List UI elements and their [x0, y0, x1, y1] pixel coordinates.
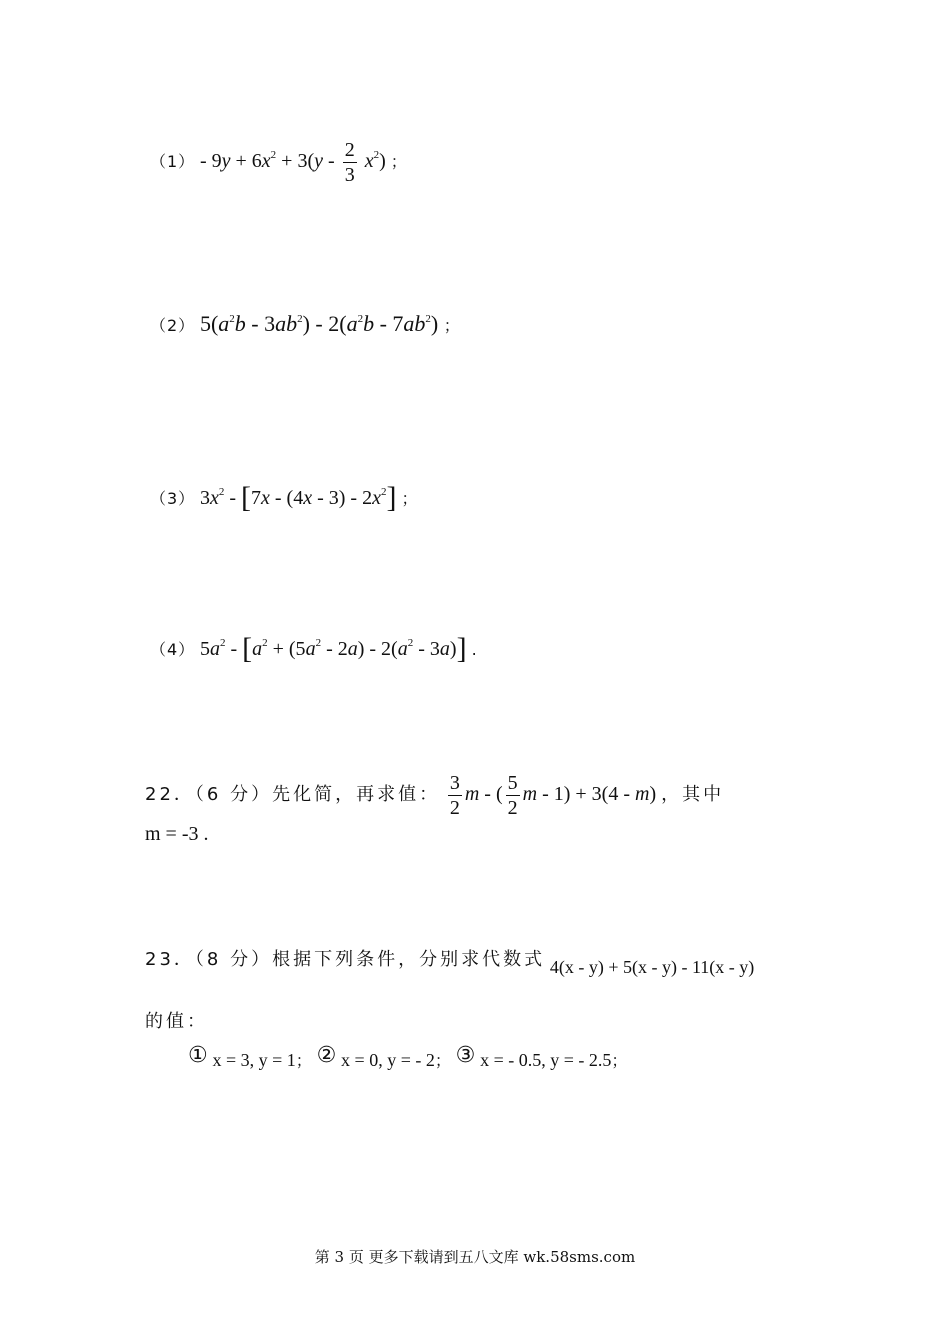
circled-two: ②: [316, 1043, 337, 1068]
semicolon: ；: [443, 316, 460, 335]
q23-score: （8 分）: [194, 949, 273, 970]
fraction-five-halves: $\frac{5}{2}$: [507, 772, 518, 819]
semicolon: ；: [611, 1051, 628, 1070]
fraction-two-thirds: $\frac{2}{3}$: [344, 139, 355, 186]
q21-part-3: [150, 481, 418, 515]
part-4-expression: $5a^2 - [a^2 + (5a^2 - 2a) - 2(a^2 - 3a)]$: [199, 632, 467, 665]
period: .: [471, 640, 477, 659]
q22: [145, 773, 724, 818]
q22-expression: $\frac{3}{2}$ m - ( $\frac{5}{2}$ m - 1) + 3(4 - m): [449, 772, 662, 819]
q23-text2: 的值：: [145, 1011, 208, 1032]
condition-2: x = 0, y = - 2: [341, 1050, 435, 1070]
q23-conditions: [188, 1043, 627, 1072]
q22-number: 22．: [145, 784, 195, 806]
semicolon: ；: [401, 489, 418, 508]
circled-one: ①: [188, 1043, 208, 1068]
part-1-label: （1）: [150, 152, 196, 172]
part-2-label: （2）: [150, 316, 196, 335]
q21-part-2: [150, 311, 460, 337]
semicolon: ；: [434, 1051, 451, 1070]
part-1-expression: - $9y + 6x^2 + 3(y$ - $\frac{2}{3}$ $x^2$): [199, 139, 391, 186]
q22-condition: m = -3 .: [145, 823, 209, 845]
part-3-expression: $3x^2 - [7x - (4x - 3) - 2x^2]$: [199, 481, 397, 514]
q22-score: （6 分）: [194, 784, 273, 806]
q23-text: 根据下列条件，分别求代数式: [272, 949, 546, 970]
part-4-label: （4）: [150, 640, 196, 659]
q21-part-1: [150, 140, 407, 185]
part-2-expression: $5(a^2b - 3ab^2) - 2(a^2b - 7ab^2)$: [199, 311, 444, 336]
condition-3: x = - 0.5, y = - 2.5: [480, 1050, 612, 1070]
page-footer: 第 3 页 更多下载请到五八文库 wk.58sms.com: [314, 1248, 636, 1266]
q23-expression: 4(x - y) + 5(x - y) - 11(x - y): [549, 957, 755, 977]
q23-number: 23．: [145, 949, 195, 970]
condition-1: x = 3, y = 1: [212, 1050, 296, 1070]
q22-text: 先化简，再求值：: [272, 784, 441, 806]
semicolon: ；: [390, 152, 407, 172]
q22-tail: ，其中: [661, 784, 725, 806]
part-3-label: （3）: [150, 489, 196, 508]
fraction-three-halves: $\frac{3}{2}$: [449, 772, 460, 819]
semicolon: ；: [295, 1051, 312, 1070]
q21-part-4: [150, 632, 477, 666]
circled-three: ③: [455, 1043, 476, 1068]
q23: [145, 945, 754, 978]
